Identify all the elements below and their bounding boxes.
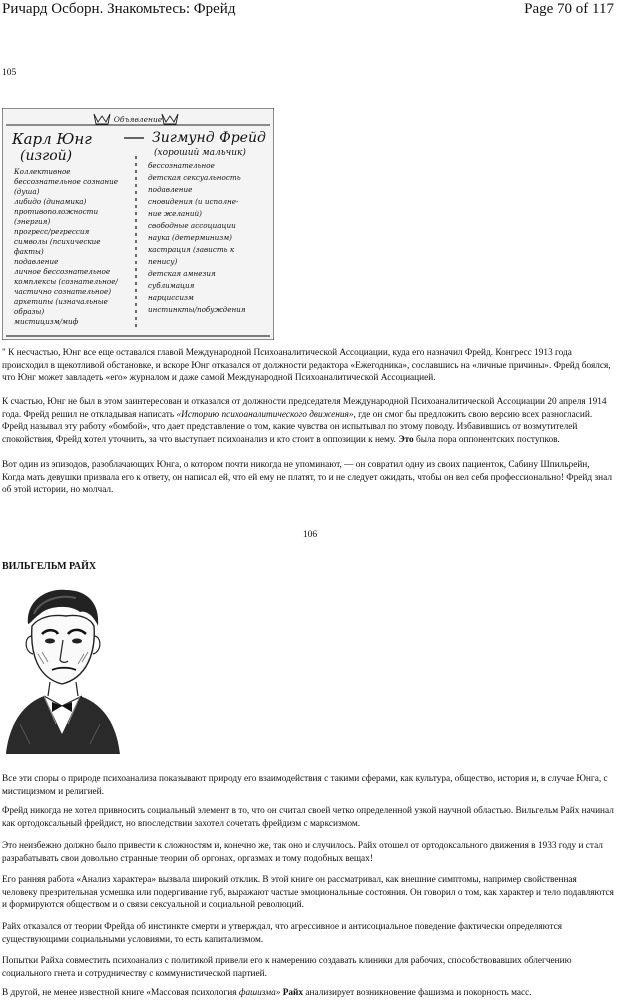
freud-item-3: сновидения (и исполне- bbox=[148, 197, 239, 206]
freud-item-2: подавление bbox=[148, 185, 193, 194]
announcement-label: Объявление bbox=[113, 115, 163, 124]
jung-item-9: подавление bbox=[14, 257, 59, 266]
freud-title: Зигмунд Фрейд bbox=[152, 130, 266, 146]
paragraph-disputes: Все эти споры о природе психоанализа показывают природу его взаимодействия с такими сферами, как культура, общество, история и, в случае Юнга, с мистицизмом и религией. bbox=[2, 774, 608, 797]
freud-item-8: пенису) bbox=[148, 257, 178, 266]
page-number-105: 105 bbox=[2, 68, 17, 78]
paragraph-reich-departure: Это неизбежно должно было привести к сложностям и, конечно же, так оно и случилось. Райх отошел от ортодоксального движения в 1933 году и стал разрабатывать свои довольно странные теории об оргонах, оргазмах и тому подобных вещах! bbox=[2, 841, 603, 864]
paragraph-death-instinct: Райх отказался от теории Фрейда об инстинкте смерти и утверждал, что агрессивное и антисоциальное поведение фактически определяются существующими социальными условиями, то есть капитализмом. bbox=[2, 922, 563, 945]
paragraph-spielrein-episode: Вот один из эпизодов, разоблачающих Юнга, о котором почти никогда не упоминают, — он совратил одну из своих пациенток, Сабину Шпильрейн, Когда мать девушки призвала его к ответу, он написал ей, что ей ему не платят, то и не следует ожидать, чтобы он вел себя профессионально! Фрейд знал об этой истории, но молчал. bbox=[2, 460, 612, 495]
paragraph-clinics: Попытки Райха совместить психоанализ с политикой привели его к намерению создавать клиники для рабочих, способствовавших облегчению социального гнета и сотрудничеству с коммунистической партией. bbox=[2, 956, 572, 979]
section-heading-reich: ВИЛЬГЕЛЬМ РАЙХ bbox=[2, 561, 97, 572]
jung-freud-comparison-illustration bbox=[2, 108, 274, 340]
jung-item-8: факты) bbox=[14, 247, 44, 256]
page-indicator: Page 70 of 117 bbox=[524, 1, 614, 17]
jung-item-12: частично сознательное) bbox=[14, 287, 112, 296]
jung-subtitle: (изгой) bbox=[20, 148, 73, 164]
paragraph-social-element: Фрейд никогда не хотел привносить социальный элемент в то, что он считал своей четко определенной узкой научной областью. Вильгельм Райх начинал как ортодоксальный фрейдист, но впоследствии захотел сочетать фрейдизм с марксизмом. bbox=[2, 806, 614, 829]
jung-item-11: комплексы (сознательное/ bbox=[14, 277, 118, 286]
jung-item-5: (энергия) bbox=[14, 217, 51, 226]
jung-item-10: личное бессознательное bbox=[14, 267, 111, 276]
jung-item-3: либидо (динамика) bbox=[14, 197, 87, 206]
freud-item-11: нарциссизм bbox=[148, 293, 194, 302]
jung-title: Карл Юнг bbox=[12, 130, 92, 148]
freud-item-4: ние желаний) bbox=[148, 209, 202, 218]
book-title: Ричард Осборн. Знакомьтесь: Фрейд bbox=[2, 1, 236, 17]
jung-item-13: архетипы (изначальные bbox=[14, 297, 108, 306]
freud-item-6: наука (детерминизм) bbox=[148, 233, 232, 242]
jung-item-0: Коллективное bbox=[14, 167, 71, 176]
freud-item-0: бессознательное bbox=[148, 161, 215, 170]
freud-item-10: сублимация bbox=[148, 281, 195, 290]
paragraph-character-analysis: Его ранняя работа «Анализ характера» вызвала широкий отклик. В этой книге он рассматривал, как внешние симптомы, например свойственная человеку презрительная усмешка или подергивание губ, выражают частые эмоциональные состояния. Он говорил о том, как характер и тело подавляются и формируются обществом и о связи сексуальной и социальной революций. bbox=[2, 875, 614, 910]
freud-subtitle: (хороший мальчик) bbox=[154, 148, 246, 158]
freud-item-7: кастрация (зависть к bbox=[148, 245, 235, 254]
jung-item-15: мистицизм/миф bbox=[14, 317, 79, 326]
jung-item-6: прогресс/регрессия bbox=[14, 227, 90, 236]
jung-item-14: образы) bbox=[14, 307, 45, 316]
paragraph-jung-resigned: К счастью, Юнг не был в этом заинтересован и отказался от должности председателя Международной Психоаналитической Ассоциации 20 апреля 1914 года. Фрейд решил не откладывая написать «Историю психоаналитического движения», где он смог бы предложить свою версию всех разногласий. Фрейд называл эту работу «бомбой», что дает представление о том, какие чувства он испытывал по этому поводу. Избавившись от возмутителей спокойствия, Фрейд хотел уточнить, за что выступает психоанализ и кто стоит в оппозиции к нему. Это была пора оппонентских поступков. bbox=[2, 397, 607, 445]
jung-item-7: символы (психические bbox=[14, 237, 101, 246]
jung-item-4: противоположности bbox=[14, 207, 99, 216]
page-header bbox=[0, 0, 620, 22]
jung-item-1: бессознательное сознание bbox=[14, 177, 119, 186]
freud-item-5: свободные ассоциации bbox=[148, 221, 236, 230]
wilhelm-reich-portrait bbox=[0, 584, 124, 754]
freud-item-12: инстинкты/побуждения bbox=[148, 305, 246, 314]
paragraph-mass-psychology: В другой, не менее известной книге «Массовая психология фашизма» Райх анализирует возникновение фашизма и покорность масс. bbox=[2, 988, 532, 998]
paragraph-jung-still-head: " К несчастью, Юнг все еще оставался главой Международной Психоаналитической Ассоциации, куда его назначил Фрейд. Конгресс 1913 года происходил в щекотливой обстановке, и вскоре Юнг отказался от должности редактора «Ежегодника», сославшись на «личные причины». Фрейд боялся, что Юнг может завладеть «его» журналом и даже самой Международной Психоаналитической Ассоциацией. bbox=[2, 348, 611, 383]
page-number-106: 106 bbox=[302, 530, 318, 540]
freud-item-9: детская амнезия bbox=[148, 269, 216, 278]
freud-item-1: детская сексуальность bbox=[148, 173, 241, 182]
jung-item-2: (душа) bbox=[14, 187, 40, 196]
